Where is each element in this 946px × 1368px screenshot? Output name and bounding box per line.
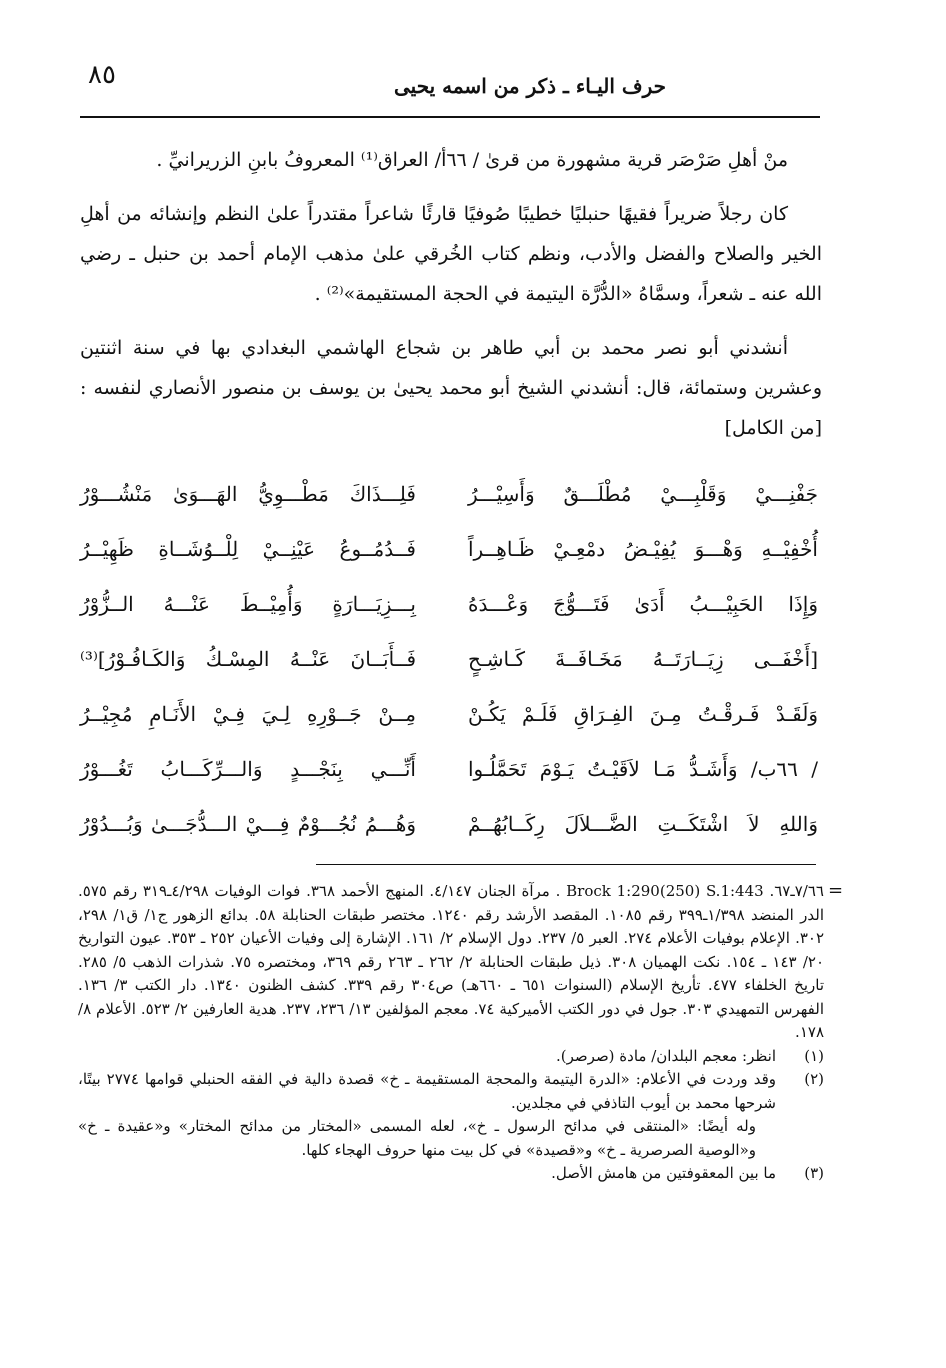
verse bbox=[80, 537, 820, 592]
verse-second-hemistich: فَلِـــذَاكَ مَطْـــوِيُّ الهَـــوَىٰ مَنْشُـــوْرُ bbox=[80, 482, 416, 506]
footnote-text: ما بين المعقوفتين من هامش الأصل. bbox=[551, 1164, 776, 1182]
verse bbox=[80, 592, 820, 647]
verse-first-hemistich: وَإِذَا الحَبِيْـــبُ أَدَىٰ فَتَـــوُّجَ وَعْـــدَهُ bbox=[468, 592, 818, 616]
verse bbox=[80, 757, 820, 812]
footnote-text: انظر: معجم البلدان/ مادة (صرصر). bbox=[556, 1046, 776, 1065]
verse-first-hemistich: / ٦٦ب/ وَأَشَـدُّ مَـا لاَقَيْـتُ يَـوْمَ تَحَمَّلُـوا bbox=[468, 757, 818, 781]
verse-second-hemistich: بِـــزِيَـــارَةٍ وَأُمِيْــطَ عَنْـــهُ الــزُّوْرُ bbox=[80, 592, 416, 616]
continuation-mark: = bbox=[828, 880, 844, 901]
verse-second-hemistich: فَــأَبَــانَ عَنْــهُ المِسْـكُ وَالكَـافُـوْرُ]⁽³⁾ bbox=[80, 647, 416, 671]
footnote-text: وقد وردت في الأعلام: «الدرة اليتيمة والمحجة المستقيمة ـ خ» قصدة دالية في الفقه الحنبلي قوامها ٢٧٧٤ بيتًا، شرحها محمد بن أيوب التاذفي في مجلدين. bbox=[78, 1070, 776, 1112]
footnote-rule bbox=[316, 864, 816, 865]
footnote-number: (٢) bbox=[804, 1070, 824, 1088]
verse-second-hemistich: وَهُـــمُ نُجُـــوْمٌ فِـــيْ الـــدُّجَـــىٰ وَبُـــدُوْرُ bbox=[80, 812, 416, 836]
footnote-number: (٣) bbox=[804, 1164, 824, 1182]
sources-note: ٧/٦٦ـ٦٧. Brock 1:290(250) S.1:443 . مرآة الجنان ٤/١٤٧. المنهج الأحمد ٣٦٨. فوات الوفيات ٤/٢٩٨ـ٣١٩ رقم ٥٧٥. الدر المنضد ١/٣٩٨ـ٣٩٩ رقم ١٠٨٥. المقصد الأرشد رقم ١٢٤٠. مختصر طبقات الحنابلة ٥٨. بدائع الزهور ج١/ ق١/ ٢٩٨، ٣٠٢. الإعلام بوفيات الأعلام ٢٧٤. العبر ٥/ ٢٣٧. دول الإسلام ٢/ ١٦١. الإشارة إلى وفيات الأعيان ٢٥٢ ـ ٣٥٣. عيون التواريخ ٢٠/ ١٤٣ ـ ١٥٤. نكت الهميان ٣٠٨. ذيل طبقات الحنابلة ٢/ ٢٦٢ ـ ٢٦٣ رقم ٣٦٩، ومختصره ٧٥. شذرات الذهب ٥/ ٢٨٥. تاريخ الخلفاء ٤٧٧. تأريخ الإسلام (السنوات ٦٥١ ـ ٦٦٠هـ) ص٣٠٤ رقم ٣٣٩. كشف الظنون ١٣٤٠. دار الكتب ٣/ ١٣٦. الفهرس التمهيدي ٣٠٣. جول في دور الكتب الأميركية ٧٤. معجم المؤلفين ١٣/ ٢٣٦، ٢٣٧. هدية العارفين ٢/ ٥٢٣. الأعلام ٨/ ١٧٨. bbox=[78, 882, 825, 1041]
verse bbox=[80, 812, 820, 867]
verse-second-hemistich: أَنِّـــي بِنَجْـــدٍ وَالـــرِّكَـــابُ تَغُـــوْرُ bbox=[80, 757, 416, 781]
verse-second-hemistich: مِــنْ جَــوْرِهِ لِـيَ فِـيْ الأَنَـامِ مُجِيْــرُ bbox=[80, 702, 416, 726]
paragraph-isnad: أنشدني أبو نصر محمد بن أبي طاهر بن شجاع الهاشمي البغدادي بها في سنة اثنتين وعشرين وستمائة، قال: أنشدني الشيخ أبو محمد يحيىٰ بن يوسف بن منصور الأنصاري لنفسه : [من الكامل] bbox=[80, 337, 822, 439]
verse bbox=[80, 482, 820, 537]
footnote-1 bbox=[78, 1045, 824, 1069]
verse-first-hemistich: وَلَقَـدْ فَـرقْـتُ مِـنَ الفِـرَاقِ فَلَـمْ يَكُـنْ bbox=[468, 702, 818, 726]
verse bbox=[80, 702, 820, 757]
running-title: حرف اليـاء ـ ذكر من اسمه يحيى bbox=[394, 74, 666, 98]
footnote-2 bbox=[78, 1068, 824, 1115]
footnotes bbox=[78, 880, 824, 1186]
footnote-2-continuation: وله أيضًا: «المنتقى في مدائح الرسول ـ خ»، لعله المسمى «المختار من مدائح المختار» و«عقيدة ـ خ» و«الوصية الصرصرية ـ خ» و«قصيدة» في كل بيت منها حروف الهجاء كلها. bbox=[78, 1117, 756, 1159]
verse-first-hemistich: أُخْفِيْــهِ وَهْـــوَ يُفِيْـضُ دمْعِـيْ ظَـاهِــراً bbox=[468, 537, 818, 561]
verse-first-hemistich: جَفْنِـــيْ وَقَلْبِـــيْ مُطْلَـــقٌ وَأَسِيْـــرُ bbox=[468, 482, 818, 506]
verse-first-hemistich: وَاللهِ لاَ اشْتَكَــتِ الضَّـــلاَلَ رِكَــابُهُــمْ bbox=[468, 812, 818, 836]
verse-first-hemistich: [أَخْفَــى زِيَــارَتَــهُ مَخَـافَــةَ كَـاشِـحٍ bbox=[468, 647, 818, 671]
paragraph-origin: منْ أهلِ صَرْصَر قرية مشهورة من قرىٰ / ٦٦أ/ العراق⁽¹⁾ المعروفُ بابنِ الزريرانيِّ . bbox=[156, 149, 788, 171]
footnote-number: (١) bbox=[804, 1046, 824, 1065]
main-text bbox=[80, 140, 822, 448]
verse bbox=[80, 647, 820, 702]
header-rule bbox=[80, 116, 820, 118]
paragraph-biography: كان رجلاً ضريراً فقيهًا حنبليًا خطيبًا صُوفيًا قارئًا شاعراً مقتدراً علىٰ النظم وإنشائه من أهلِ الخير والصلاح والفضل والأدب، ونظم كتاب الخُرقي علىٰ مذهب الإمام أحمد بن حنبل ـ رضي الله عنه ـ شعراً، وسمَّاهُ «الدُّرَّة اليتيمة في الحجة المستقيمة»⁽²⁾ . bbox=[80, 203, 822, 305]
verse-second-hemistich: فَــدُمُــوعُ عَيْنِــيْ لِلْــوُشَــاةِ ظَهِيْــرُ bbox=[80, 537, 416, 561]
poem bbox=[80, 482, 820, 867]
footnote-3 bbox=[78, 1162, 824, 1186]
page-number: ٨٥ bbox=[88, 60, 116, 90]
